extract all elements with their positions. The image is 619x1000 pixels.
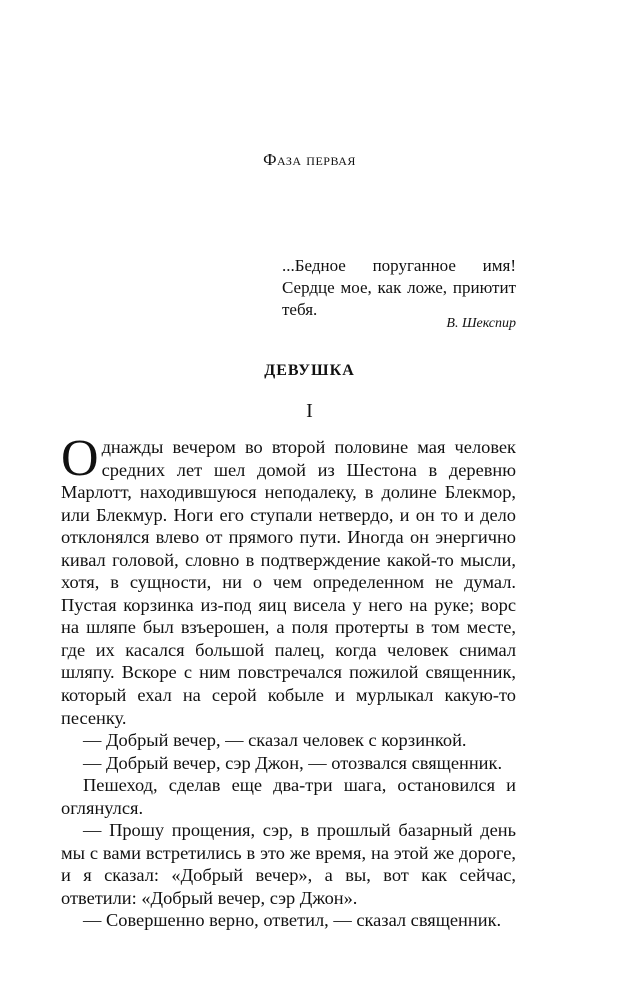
chapter-number: I	[306, 400, 313, 422]
paragraph-3: — Добрый вечер, сэр Джон, — отозвался священник.	[83, 752, 503, 773]
drop-cap: О	[61, 430, 99, 487]
paragraph-4: Пешеход, сделав еще два-три шага, остановился и оглянулся.	[61, 775, 516, 818]
chapter-title: ДЕВУШКА	[264, 362, 355, 379]
epigraph-author: В. Шекспир	[446, 316, 516, 331]
phase-title: Фаза первая	[263, 150, 356, 169]
paragraph-2: — Добрый вечер, — сказал человек с корзинкой.	[83, 730, 467, 751]
epigraph-text: ...Бедное поруганное имя! Сердце мое, как ложе, приютит тебя.	[282, 256, 516, 319]
paragraph-1	[61, 430, 516, 729]
epigraph	[282, 255, 516, 321]
paragraph-6: — Совершенно верно, ответил, — сказал священник.	[83, 910, 502, 931]
paragraph-1-text: днажды вечером во второй половине мая человек средних лет шел домой из Шестона в деревню Марлотт, находившуюся неподалеку, в долине Блекмор, или Блекмур. Ноги его ступали нетвердо, и он то и дело отклонялся влево от прямого пути. Иногда он энергично кивал головой, словно в подтверждение какой-то мысли, хотя, в сущности, ни о чем определенном не думал. Пустая корзинка из-под яиц висела у него на руке; ворс на шляпе был взъерошен, а поля протерты в том месте, где их касался большой палец, когда человек снимал шляпу. Вскоре с ним повстречался пожилой священник, который ехал на серой кобыле и мурлыкал какую-то песенку.	[61, 437, 516, 728]
body-text	[61, 430, 516, 932]
paragraph-5: — Прошу прощения, сэр, в прошлый базарный день мы с вами встретились в это же время, на этой же дороге, и я сказал: «Добрый вечер», а вы, вот как сейчас, ответили: «Добрый вечер, сэр Джон».	[61, 820, 516, 908]
